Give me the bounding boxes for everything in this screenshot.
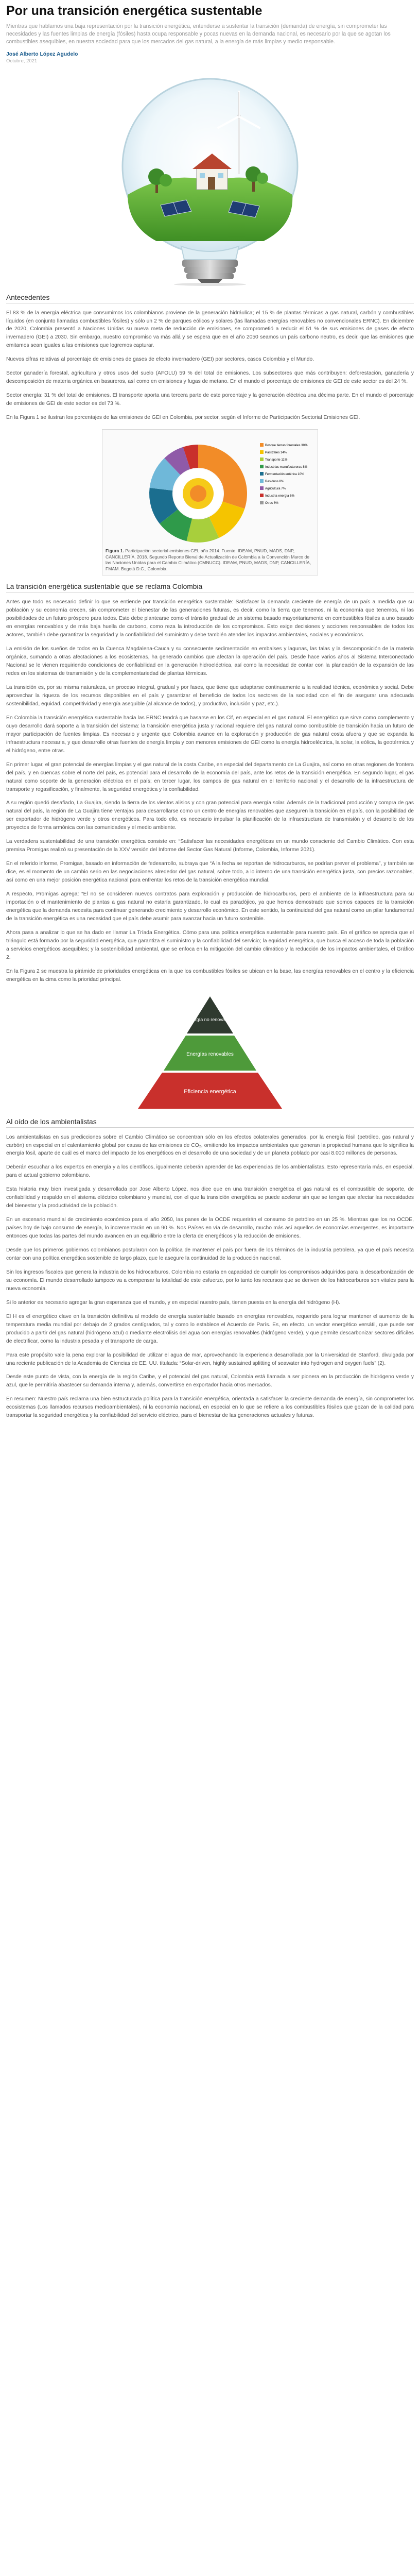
paragraph: Desde este punto de vista, con la energía de la región Caribe, y el potencial del gas natural, Colombia está llamada a ser pionera en la producción de hidrógeno verde y azul, que le permitiría abastecer su demanda interna y, además, convertirse en exportador hacia otros mercados.	[6, 1374, 414, 1388]
paragraph: Nuevos cifras relativas al porcentaje de emisiones de gases de efecto invernadero (GEI) por sectores, casos Colombia y el Mundo.	[6, 357, 314, 363]
paragraph: Los ambientalistas en sus predicciones sobre el Cambio Climático se concentran sólo en los efectos colaterales generados, por la energía fósil (petróleo, gas natural y carbón) en especial en el calentamiento global por causa de las emisiones de CO₂, omitiendo los impactos ambientales que generan la propiedad humana que lo significa la energía fósil, aparte de cuál es el marco del impacto de los energéticos en el desarrollo de una sociedad y de un planeta poblado por casi 8.000 millones de personas.	[6, 1134, 414, 1157]
paragraph: En el referido informe, Promigas, basado en información de fedesarrollo, subraya que “A la fecha se reportan de hidrocarburos, se podrían prever el problema”, y también se dice, es el momento de un cambio serio en las negociaciones alrededor del gas natural, sobre todo, a lo interno de una transición energética justa, con precios razonables, así como en una mejor posición energética nacional para enfrentar los retos de la transición energética mundial.	[6, 861, 414, 884]
paragraph: Sin los ingresos fiscales que genera la industria de los hidrocarburos, Colombia no estaría en capacidad de cumplir los compromisos adquiridos para la descarbonización de su economía. El mundo desarrollado tampoco va a compensar la totalidad de este esfuerzo, por lo tanto los recursos que se deriven de los hidrocarburos son vitales para la nueva economía.	[6, 1269, 414, 1292]
paragraph: En la Figura 2 se muestra la pirámide de prioridades energéticas en la que los combustibles fósiles se ubican en la base, las energías renovables en el centro y la eficiencia energética en la cima como la prioridad principal.	[6, 968, 414, 982]
section-heading-transicion: La transición energética sustentable que se reclama Colombia	[6, 583, 414, 592]
hero-illustration	[6, 71, 414, 286]
section-heading-ambientalistas: Al oído de los ambientalistas	[6, 1118, 414, 1128]
paragraph: Ahora pasa a analizar lo que se ha dado en llamar La Tríada Energética. Cómo para una política energética sustentable para nuestro país. En el gráfico se aprecia que el triángulo está formado por la seguridad energética, que garantiza el suministro y la confiabilidad del servicio; la equidad energética, que busca el acceso de toda la población a servicios energéticos asequibles; y la sostenibilidad ambiental, que se enfoca en la mitigación del cambio climático y la reducción de los impactos ambientales, el Gráfico 2.	[6, 929, 414, 960]
publish-date: Octubre, 2021	[6, 58, 38, 64]
byline	[6, 52, 414, 64]
legend-entry: Otros 6%	[265, 501, 278, 505]
paragraph: La emisión de los sueños de todos en la Cuenca Magdalena-Cauca y su consecuente sedimentación en embalses y lagunas, las talas y la descomposición de la materia orgánica, sumando a otras afectaciones a los ecosistemas, ha generado cambios que afectan la operación del país. Desde hace varios años al Sistema Interconectado Nacional se le vienen requiriendo condiciones de confiabilidad en la generación hidroeléctrica, así como la necesidad de contar con la planeación de la expansión de las redes en los sistemas de transmisión y de la complementariedad de plantas térmicas.	[6, 646, 414, 677]
bulb-base	[182, 260, 238, 267]
figure-2-wrapper	[6, 992, 414, 1111]
paragraph: Antes que todo es necesario definir lo que se entiende por transición energética sustentable: Satisfacer la demanda creciente de energía de un país a medida que su población y su economía crecen, sin comprometer el bienestar de las generaciones futuras, es decir, como la tierra que tenemos, ni la economía que tenemos, ni las posibilidades de un futuro próspero para todos. Esto debe plantearse como el tránsito gradual de un sistema basado mayoritariamente en combustibles fósiles a uno basado en energías renovables y de más baja huella de carbono, como reza la introducción de los compromisos. Esto exige decisiones y acciones responsables de todos los actores, también debe garantizar la seguridad y la confiabilidad del suministro y debe también atender los impactos ambientales, sociales y económicos.	[6, 599, 414, 638]
paragraph: El H es el energético clave en la transición definitiva al modelo de energía sustentable basado en energías renovables, requerido para lograr mantener el aumento de la temperatura media mundial por debajo de 2 grados centígrados, tal y como lo establece el Acuerdo de París. Es, en efecto, un vector energético versátil, que puede ser producido a partir del gas natural (hidrógeno azul) o mediante electrólisis del agua con energías renovables (hidrógeno verde), y que permite descarbonizar sectores difíciles de electrificar, como la industria pesada y el transporte de carga.	[6, 1313, 414, 1344]
figure-1-wrapper	[6, 429, 414, 575]
paragraph: En un escenario mundial de crecimiento económico para el año 2050, las panes de la OCDE requerirán el consumo de petróleo en un 25 %. Mientras que los no OCDE, países hoy de bajo consumo de energía, lo incrementarán en un 90 %. Nos Países en vía de desarrollo, mucho más así aquellos de economías emergentes, es importante entonces que todas las partes del mundo avancen en un equilibrio entre la oferta de energéticos y la reducción de emisiones.	[6, 1217, 414, 1240]
paragraph: A su región quedó desafiado, La Guajira, siendo la tierra de los vientos alisios y con gran potencial para energía solar. Además de la tradicional producción y compra de gas natural del país, la región de La Guajira tiene ventajas para desarrollarse como un centro de energías renovables que aseguren la transición en el país, con la posibilidad de ser exportador de hidrógeno verde y otros energéticos. Para todo ello, es necesario impulsar la planificación de la infraestructura de transmisión y el desarrollo de los proyectos de forma armónica con las comunidades y el medio ambiente.	[6, 800, 414, 831]
paragraph: En resumen: Nuestro país reclama una bien estructurada política para la transición energética, orientada a satisfacer la creciente demanda de energía, sin comprometer los ecosistemas (Los llamados recursos medioambientales), ni la economía nacional, en especial en lo que se refiere a los combustibles fósiles que gozan de la calidad para transportar la seguridad energética y la confiabilidad del servicio eléctrico, para el bienestar de las generaciones actuales y futuras.	[6, 1396, 414, 1419]
pyramid-label-middle: Energías renovables	[186, 1051, 234, 1057]
legend-entry: Industria energía 6%	[265, 494, 295, 498]
legend-entry: Residuos 8%	[265, 480, 284, 484]
legend-entry: Industrias manufactureras 8%	[265, 465, 308, 469]
paragraph: Desde que los primeros gobiernos colombianos postularon con la política de mantener el país por fuera de los términos de la industria petrolera, ya que el país necesita contar con una política energética sostenible de largo plazo, que le asegure la continuidad de la producción nacional.	[6, 1247, 414, 1261]
pyramid-label-top: Energía no renovables	[186, 1016, 234, 1022]
paragraph: En primer lugar, el gran potencial de energías limpias y el gas natural de la costa Caribe, en especial del departamento de La Guajira, así como en otras regiones de frontera del país, y en cuencas sobre el norte del país, es potencial para el desarrollo de la economía del país, ante los retos de la transición energética. En segundo lugar, el gas natural como soporte de la generación eléctrica en el país; en tercer lugar, los campos de gas natural en el territorio nacional y el desarrollo de la infraestructura de transporte y regasificación, y finalmente, la seguridad energética y la confiabilidad.	[6, 761, 414, 792]
energy-pyramid	[128, 992, 292, 1111]
legend-entry: Pastizales 14%	[265, 451, 287, 455]
legend-entry: Transporte 11%	[265, 458, 288, 462]
legend-entry: Bosque tierras forestales 30%	[265, 444, 308, 448]
article-lead: Mientras que hablamos una baja representación por la transición energética, entenderse a sustentar la transición (demanda) de energía, sin comprometer las necesidades y las fuentes limpias de energía (fósiles) hasta ocupa responsable y pocas nuevas en la demanda nacional, es necesario por la que se agotan los combustibles asequibles, en nuestra sociedad para que los mercados del gas natural, a la energía de más limpias y medio responsable.	[6, 23, 391, 45]
paragraph: Si lo anterior es necesario agregar la gran esperanza que el mundo, y en especial nuestro país, tienen puesta en la energía del hidrógeno (H).	[6, 1299, 341, 1306]
legend-entry: Agricultura 7%	[265, 487, 286, 491]
pyramid-level-top	[187, 996, 233, 1033]
paragraph: A respecto, Promigas agrega: “El no se consideren nuevos contratos para exploración y producción de hidrocarburos, pero el ambiente de la infraestructura para su importación o el mantenimiento de plantas a gas natural no estaría garantizado, lo cual es paradójico, ya que hemos demostrado que somos capaces de la transición energética que la demanda necesita para continuar generando crecimiento y desarrollo económico. En este sentido, la continuidad del gas natural como un pilar fundamental de la transición energética es una necesidad que el país debe asumir para avanzar hacia un futuro sostenible.	[6, 891, 414, 922]
paragraph: El 83 % de la energía eléctrica que consumimos los colombianos proviene de la generación hidráulica; el 15 % de plantas térmicas a gas natural, carbón y combustibles líquidos (en conjunto llamadas combustibles fósiles) y sólo un 2 % de parques eólicos y solares (las llamadas energías renovables no convencionales ERNC). En diciembre de 2020, Colombia presentó a Naciones Unidas su nueva meta de reducción de emisiones, se comprometió a reducir el 51 % de sus emisiones de gases de efecto invernadero (GEI) a 2030. Sin embargo, nuestro compromiso va más allá y se espera que en el año 2050 seamos un país carbono neutro, es decir, que las emisiones que emitamos sean iguales a las emisiones que logremos capturar.	[6, 310, 414, 349]
paragraph: En la Figura 1 se ilustran los porcentajes de las emisiones de GEI en Colombia, por sector, según el Informe de Participación Sectorial Emisiones GEI.	[6, 415, 360, 421]
paragraph: Para este propósito vale la pena explorar la posibilidad de utilizar el agua de mar, aprovechando la experiencia desarrollada por la Universidad de Stanford, divulgada por una reciente publicación de la Academia de Ciencias de EE. UU. titulada: “Solar-driven, highly sustained splitting of seawater into hydrogen and oxygen fuels” (2).	[6, 1352, 414, 1366]
figure-1-caption-text: Participación sectorial emisiones GEI, año 2014. Fuente: IDEAM, PNUD, MADS, DNP, CANCILLERÍA. 2018. Segundo Reporte Bienal de Actualización de Colombia a la Convención Marco de las Naciones Unidas para el Cambio Climático (CMNUCC). IDEAM, PNUD, MADS, DNP, CANCILLERÍA, FMAM. Bogotá D.C., Colombia.	[106, 548, 311, 571]
paragraph: Esta historia muy bien investigada y desarrollada por Jose Alberto López, nos dice que en una transición energética el gas natural es el combustible de soporte, de confiabilidad y respaldo en el sistema eléctrico colombiano y mundial, con el que la transición energética se puede acelerar sin que se tengan que afectar las necesidades del bienestar y la productividad de la población.	[6, 1187, 414, 1209]
article-title: Por una transición energética sustentable	[6, 4, 262, 18]
paragraph: La verdadera sustentabilidad de una transición energética consiste en: “Satisfacer las necesidades energéticas en un mundo consciente del Cambio Climático. Con esta premisa Promigas realizó su presentación de la XXV versión del Informe del Sector Gas Natural (Informe, Colombia, Informe 2021).	[6, 839, 414, 853]
hero-lightbulb-image	[6, 71, 414, 286]
legend-entry: Fermentación entérica 10%	[265, 472, 304, 477]
pyramid-label-base: Eficiencia energética	[184, 1088, 236, 1095]
paragraph: En Colombia la transición energética sustentable hacia las ERNC tendrá que basarse en los Cif, en especial en el gas natural. El energético que sirve como complemento y cuyo desarrollo dará soporte a la transición del sistema: la transición energética justa y racional requiere del gas natural como combustible de transición hacia un futuro de mayor participación de fuentes limpias. Es necesario y urgente que Colombia avance en la exploración y producción de gas natural costa afuera y que se expanda la infraestructura necesaria, y que desarrolle otras fuentes de energía limpia y con menores emisiones de GEI como la energía hidroeléctrica, la solar, la eólica, la geotérmica y el hidrógeno, entre otras.	[6, 715, 414, 754]
figure-1-caption	[106, 548, 314, 572]
paragraph: Deberán escuchar a los expertos en energía y a los científicos, igualmente deberán aprender de las experiencias de los ambientalistas. Esto representaría más, en especial, para el actual gobierno colombiano.	[6, 1164, 414, 1179]
figure-1-caption-label: Figura 1.	[106, 548, 124, 554]
figure-1-legend	[260, 443, 308, 505]
paragraph: Sector energía: 31 % del total de emisiones. El transporte aporta una tercera parte de este porcentaje y la generación eléctrica una décima parte. En el mundo el porcentaje de emisiones de GEI de este sector es del 73 %.	[6, 393, 414, 407]
paragraph: La transición es, por su misma naturaleza, un proceso integral, gradual y por fases, que tiene que adaptarse continuamente a la realidad técnica, económica y social. Debe aprovechar la riqueza de los recursos disponibles en el país y garantizar el beneficio de todos los sectores de la sociedad con el fin de asegurar una adecuada sostenibilidad, equidad, competitividad y energía asequible (al alcance de todos), y productivo, inclusión y paz, etc.).	[6, 685, 414, 707]
emissions-donut-chart	[106, 433, 314, 546]
author-link[interactable]: José Alberto López Agudelo	[6, 51, 78, 57]
paragraph: Sector ganadería forestal, agricultura y otros usos del suelo (AFOLU) 59 % del total de emisiones. Los subsectores que más contribuyen: deforestación, ganadería y descomposición de materia orgánica en basureros, así como en emisiones y fugas de metano. En el mundo el porcentaje de emisiones de GEI de este sector es del 24 %.	[6, 370, 414, 385]
section-heading-antecedentes: Antecedentes	[6, 294, 414, 303]
figure-1	[102, 429, 318, 575]
